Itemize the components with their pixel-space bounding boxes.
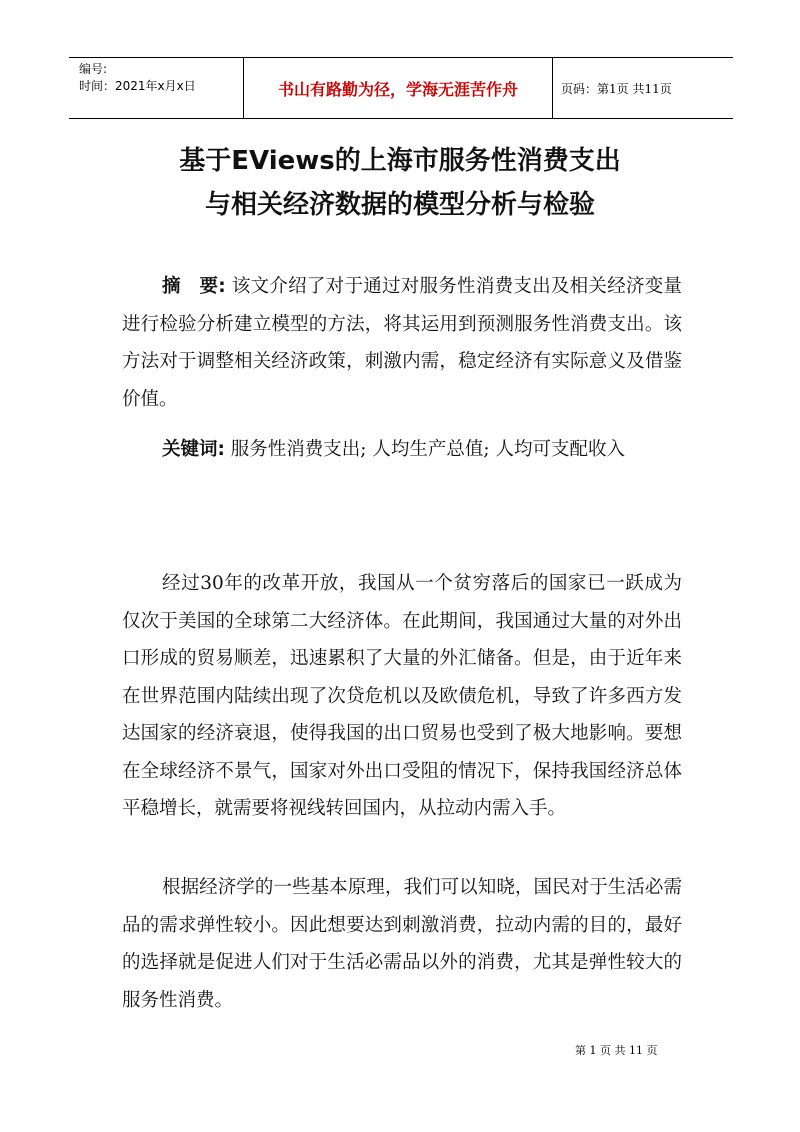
document-title-line1: 基于EViews的上海市服务性消费支出 (179, 146, 621, 176)
page-footer: 第 1 页 共 11 页 (575, 1044, 658, 1057)
document-title-line2: 与相关经济数据的模型分析与检验 (204, 190, 595, 220)
header-motto: 书山有路勤为径，学海无涯苦作舟 (243, 58, 553, 118)
keywords-text: 服务性消费支出; 人均生产总值; 人均可支配收入 (224, 439, 626, 460)
abstract-label: 摘 要: (162, 276, 226, 297)
header-meta (69, 58, 243, 118)
header-page-info: 页码：第1页 共11页 (561, 81, 672, 96)
time-label: 时间：2021年x月x日 (79, 79, 196, 93)
body-paragraph-1: 经过30年的改革开放，我国从一个贫穷落后的国家已一跃成为仅次于美国的全球第二大经济体。在此期间，我国通过大量的对外出口形成的贸易顺差，迅速累积了大量的外汇储备。但是，由于近年来在世界范围内陆续出现了次贷危机以及欧债危机，导致了许多西方发达国家的经济衰退，使得我国的出口贸易也受到了极大地影响。要想在全球经济不景气，国家对外出口受阻的情况下，保持我国经济总体平稳增长，就需要将视线转回国内，从拉动内需入手。 (122, 573, 682, 819)
abstract-text: 该文介绍了对于通过对服务性消费支出及相关经济变量进行检验分析建立模型的方法，将其运用到预测服务性消费支出。该方法对于调整相关经济政策，刺激内需，稳定经济有实际意义及借鉴价值。 (122, 276, 682, 410)
number-label: 编号: (79, 62, 108, 76)
page-header (69, 57, 733, 119)
keywords-paragraph (122, 431, 682, 469)
body-paragraph-2: 根据经济学的一些基本原理，我们可以知晓，国民对于生活必需品的需求弹性较小。因此想要达到刺激消费，拉动内需的目的，最好的选择就是促进人们对于生活必需品以外的消费，尤其是弹性较大的服务性消费。 (122, 877, 682, 1011)
abstract-paragraph (122, 268, 682, 418)
keywords-label: 关键词: (162, 439, 225, 460)
